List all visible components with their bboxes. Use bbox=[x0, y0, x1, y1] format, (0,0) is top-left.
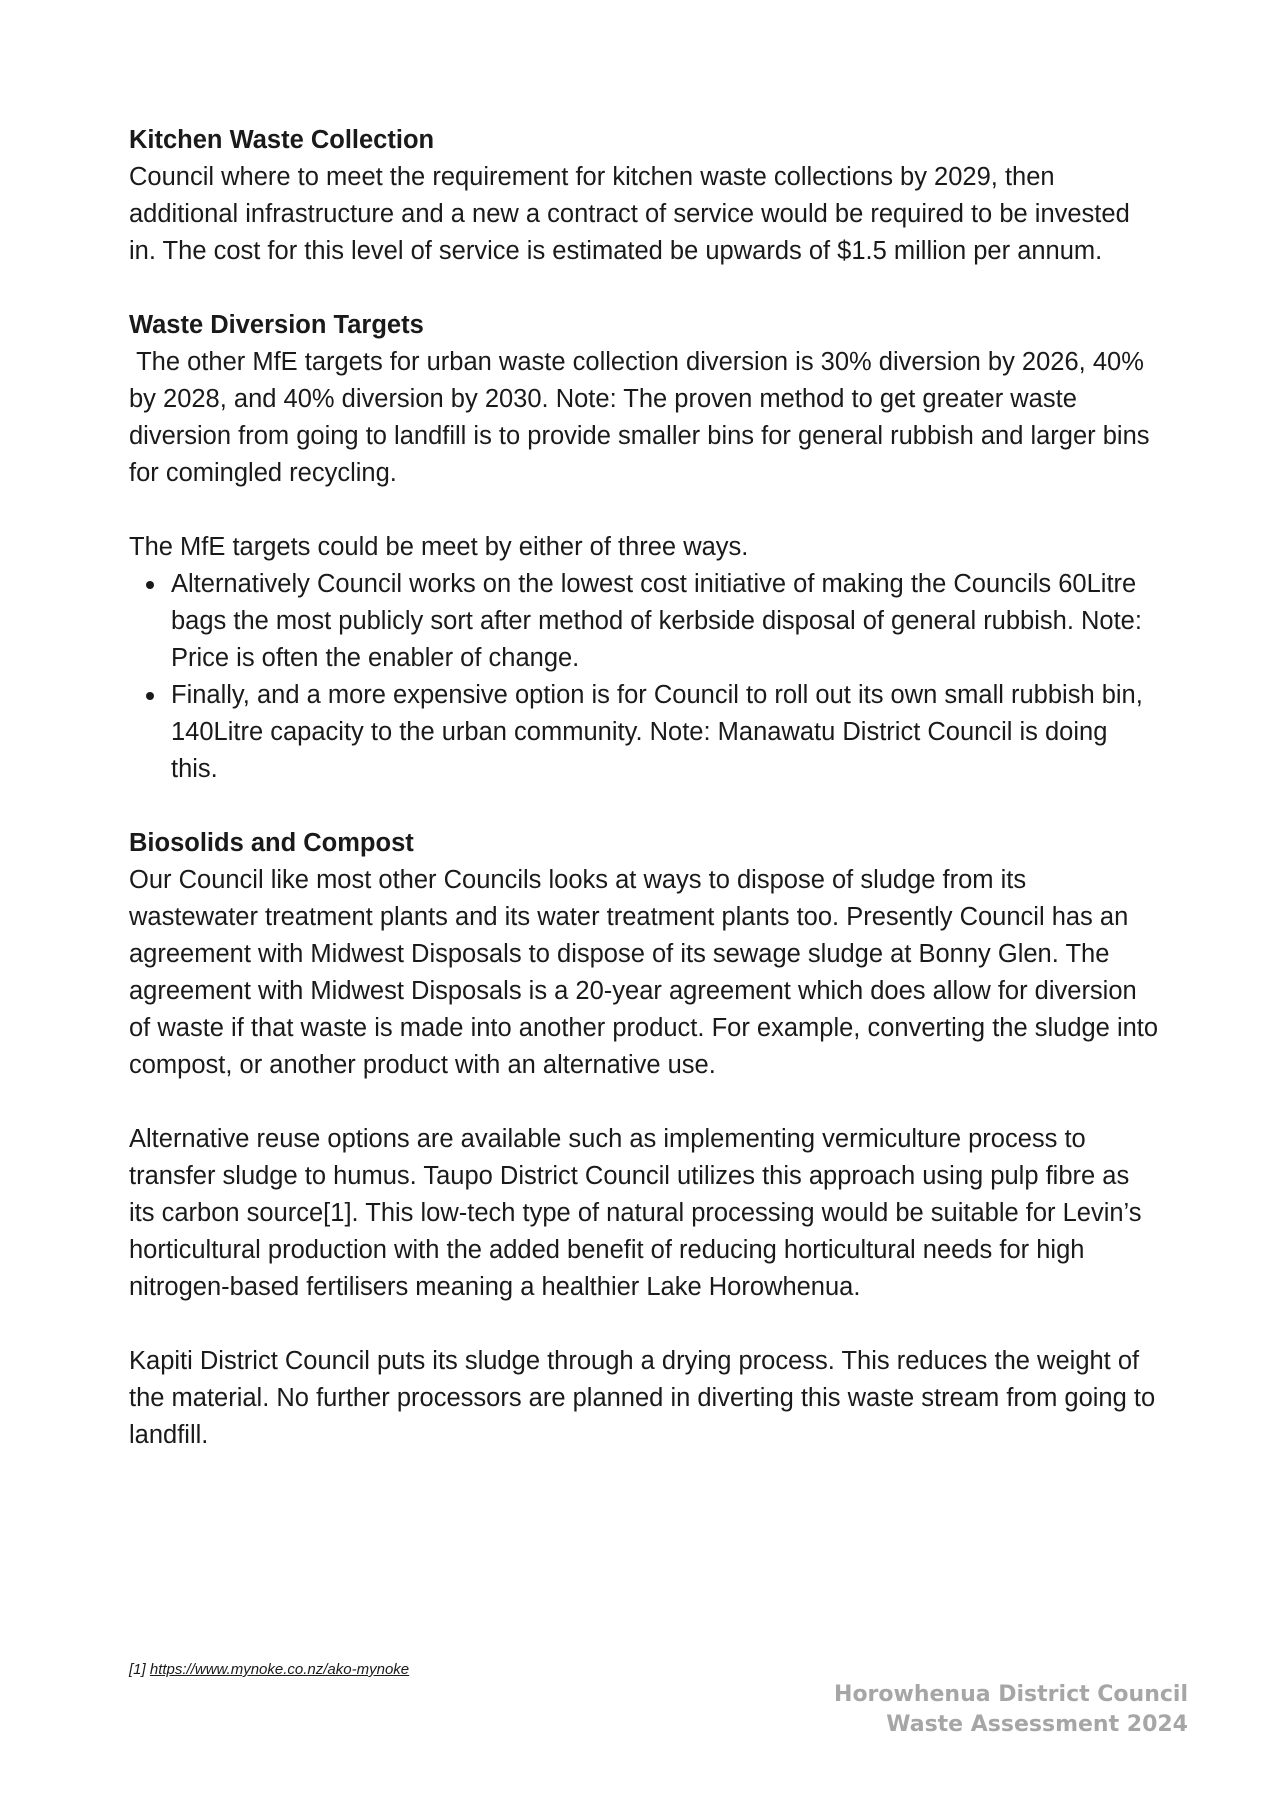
kitchen-waste-paragraph: Council where to meet the requirement for kitchen waste collections by 2029, then additional infrastructure and a new a contract of service would be required to be invested in. The cost for this level of service is estimated be upwards of $1.5 million per annum. bbox=[129, 163, 1130, 265]
heading-kitchen-waste: Kitchen Waste Collection bbox=[129, 126, 435, 154]
footnote-link[interactable]: https://www.mynoke.co.nz/ako-mynoke bbox=[149, 1661, 410, 1678]
mfe-targets-intro: The MfE targets could be meet by either of three ways. bbox=[129, 533, 749, 561]
footnote-marker: [1] bbox=[129, 1661, 146, 1678]
spacer bbox=[129, 1084, 1159, 1121]
kapiti-paragraph: Kapiti District Council puts its sludge through a drying process. This reduces the weight of the material. No further processors are planned in diverting this waste stream from going to landfill. bbox=[129, 1347, 1156, 1449]
spacer bbox=[129, 270, 1159, 307]
list-item: Finally, and a more expensive option is for Council to roll out its own small rubbish bin, 140Litre capacity to the urban community. Note: Manawatu District Council is doing this. bbox=[171, 677, 1159, 788]
brand-council-name: Horowhenua District Council bbox=[834, 1682, 1188, 1707]
reuse-options-paragraph: Alternative reuse options are available such as implementing vermiculture process to transfer sludge to humus. Taupo District Council utilizes this approach using pulp fibre as its carbon source[1]. This low-tech type of natural processing would be suitable for Levin’s horticultural production with the added benefit of reducing horticultural needs for high nitrogen-based fertilisers meaning a healthier Lake Horowhenua. bbox=[129, 1125, 1142, 1301]
waste-diversion-paragraph: The other MfE targets for urban waste collection diversion is 30% diversion by 2026, 40% by 2028, and 40% diversion by 2030. Note: The proven method to get greater waste diversion from going to landfill is to provide smaller bins for general rubbish and larger bins for comingled recycling. bbox=[129, 348, 1157, 487]
spacer bbox=[129, 1306, 1159, 1343]
document-body bbox=[129, 122, 1159, 1454]
heading-biosolids: Biosolids and Compost bbox=[129, 829, 414, 857]
options-list bbox=[129, 566, 1159, 788]
spacer bbox=[129, 788, 1159, 825]
footnote bbox=[129, 1661, 409, 1678]
list-item: Alternatively Council works on the lowest cost initiative of making the Councils 60Litre bags the most publicly sort after method of kerbside disposal of general rubbish. Note: Price is often the enabler of change. bbox=[171, 566, 1159, 677]
heading-waste-diversion: Waste Diversion Targets bbox=[129, 311, 424, 339]
brand-document-title: Waste Assessment 2024 bbox=[886, 1712, 1188, 1737]
biosolids-paragraph: Our Council like most other Councils looks at ways to dispose of sludge from its wastewater treatment plants and its water treatment plants too. Presently Council has an agreement with Midwest Disposals to dispose of its sewage sludge at Bonny Glen. The agreement with Midwest Disposals is a 20-year agreement which does allow for diversion of waste if that waste is made into another product. For example, converting the sludge into compost, or another product with an alternative use. bbox=[129, 866, 1159, 1079]
spacer bbox=[129, 492, 1159, 529]
footer-brand bbox=[834, 1680, 1188, 1740]
